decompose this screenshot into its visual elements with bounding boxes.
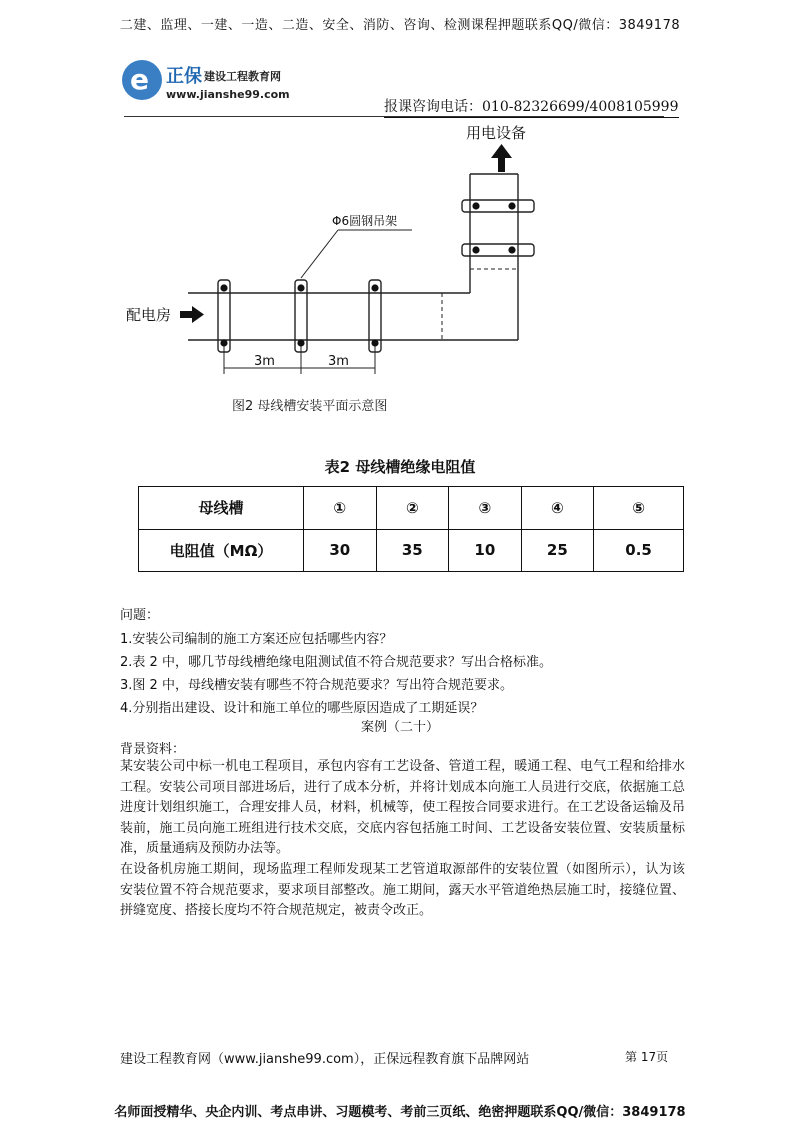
label-distribution-room: 配电房	[126, 306, 172, 324]
cell-section-4: ④	[521, 487, 594, 530]
busway-diagram	[112, 118, 672, 448]
bottom-banner: 名师面授精华、央企内训、考点串讲、习题模考、考前三页纸、绝密押题联系QQ/微信：3849178	[114, 1105, 686, 1120]
cell-section-1: ①	[304, 487, 377, 530]
top-banner: 二建、监理、一建、一造、二造、安全、消防、咨询、检测课程押题联系QQ/微信：3849178	[119, 18, 681, 33]
dimension-2: 3m	[328, 354, 349, 369]
cell-value-1: 30	[304, 529, 377, 572]
logo-subtitle: 建设工程教育网	[204, 70, 281, 83]
row-header-resistance: 电阻值（MΩ）	[139, 529, 304, 572]
label-hanger: Φ6圆钢吊架	[332, 214, 398, 228]
row-header-busway: 母线槽	[139, 487, 304, 530]
logo-brand: 正保	[166, 66, 202, 87]
logo-icon: e	[122, 60, 162, 100]
cell-section-2: ②	[376, 487, 449, 530]
cell-section-3: ③	[449, 487, 522, 530]
logo-url: www.jianshe99.com	[166, 88, 290, 101]
hotline: 报课咨询电话：010-82326699/4008105999	[384, 96, 679, 118]
header-divider	[124, 116, 664, 117]
resistance-table	[138, 486, 684, 572]
site-logo[interactable]	[122, 60, 332, 106]
question-2: 2.表 2 中，哪几节母线槽绝缘电阻测试值不符合规范要求？写出合格标准。	[120, 655, 552, 670]
cell-value-5: 0.5	[594, 529, 684, 572]
background-heading: 背景资料：	[120, 742, 186, 757]
table-title: 表2 母线槽绝缘电阻值	[324, 458, 476, 476]
question-3: 3.图 2 中，母线槽安装有哪些不符合规范要求？写出符合规范要求。	[120, 678, 513, 693]
background-paragraph-1: 某安装公司中标一机电工程项目，承包内容有工艺设备、管道工程，暖通工程、电气工程和给排水工程。安装公司项目部进场后，进行了成本分析，并将计划成本向施工人员进行交底，依据施工总进度计划组织施工，合理安排人员，材料，机械等，使工程按合同要求进行。在工艺设备运输及吊装前，施工员向施工班组进行技术交底，交底内容包括施工时间、工艺设备安装位置、安装质量标准，质量通病及预防办法等。	[120, 759, 685, 857]
cell-value-4: 25	[521, 529, 594, 572]
table-row	[139, 529, 684, 572]
background-paragraph-2: 在设备机房施工期间，现场监理工程师发现某工艺管道取源部件的安装位置（如图所示），认为该安装位置不符合规范要求，要求项目部整改。施工期间，露天水平管道绝热层施工时，接缝位置、拼缝宽度、搭接长度均不符合规范规定，被责令改正。	[120, 862, 685, 919]
table-row	[139, 487, 684, 530]
dimension-1: 3m	[254, 354, 275, 369]
label-equipment: 用电设备	[466, 124, 527, 142]
question-1: 1.安装公司编制的施工方案还应包括哪些内容？	[120, 632, 393, 647]
cell-section-5: ⑤	[594, 487, 684, 530]
page-number: 第 17页	[625, 1050, 669, 1064]
footer-site: 建设工程教育网（www.jianshe99.com），正保远程教育旗下品牌网站	[120, 1052, 530, 1067]
question-4: 4.分别指出建设、设计和施工单位的哪些原因造成了工期延误？	[120, 701, 484, 716]
case-title: 案例（二十）	[360, 720, 439, 735]
cell-value-2: 35	[376, 529, 449, 572]
cell-value-3: 10	[449, 529, 522, 572]
figure-caption: 图2 母线槽安装平面示意图	[232, 399, 388, 414]
questions-heading: 问题：	[120, 608, 160, 623]
